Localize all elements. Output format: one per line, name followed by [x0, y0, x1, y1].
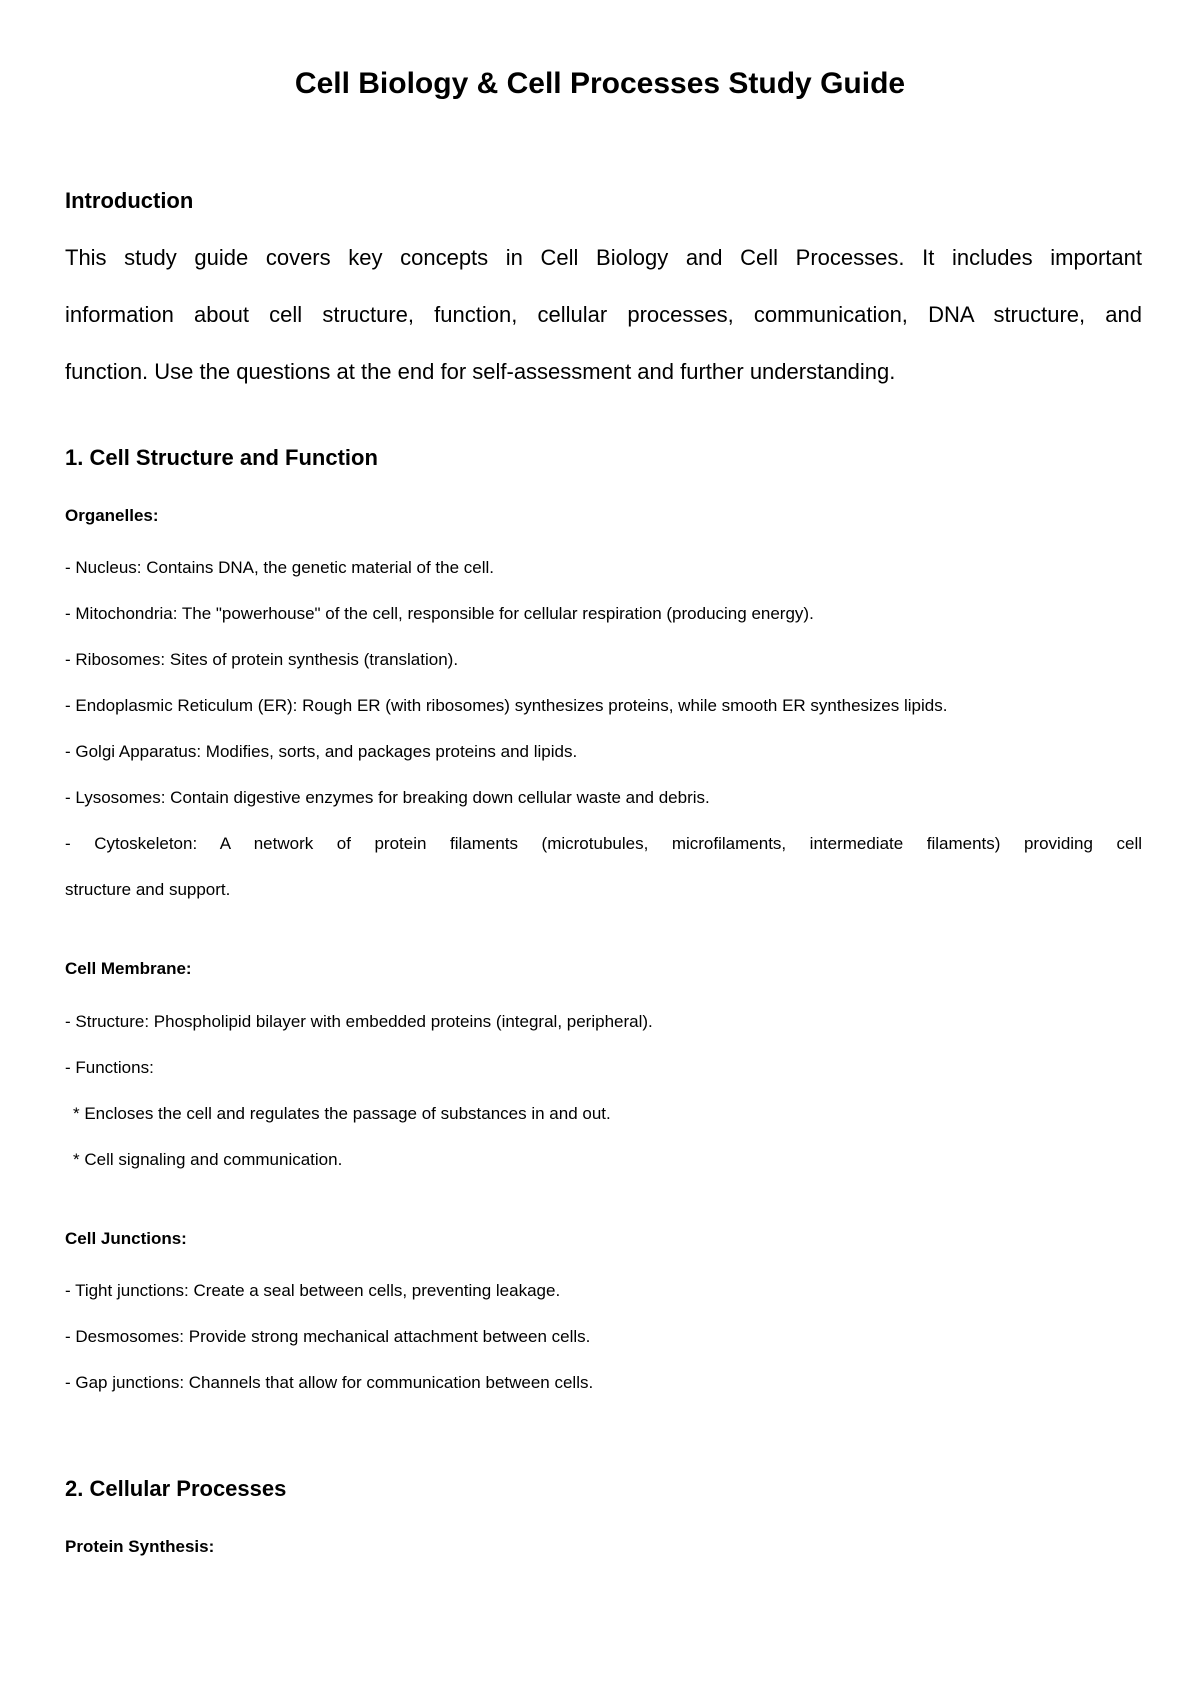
organelle-item-er: - Endoplasmic Reticulum (ER): Rough ER (with ribosomes) synthesizes proteins, while smooth ER synthesizes lipids.: [65, 696, 948, 715]
introduction-line-1: This study guide covers key concepts in Cell Biology and Cell Processes. It includes important: [65, 245, 1142, 270]
cell-junctions-heading: Cell Junctions:: [65, 1229, 187, 1248]
cell-membrane-subitem-signaling: * Cell signaling and communication.: [73, 1150, 343, 1169]
cell-junctions-item-gap: - Gap junctions: Channels that allow for communication between cells.: [65, 1373, 594, 1392]
organelle-item-cytoskeleton: - Cytoskeleton: A network of protein filaments (microtubules, microfilaments, intermediate filaments) providing cell: [65, 834, 1142, 853]
organelles-heading: Organelles:: [65, 506, 159, 525]
cell-membrane-item-structure: - Structure: Phospholipid bilayer with embedded proteins (integral, peripheral).: [65, 1012, 653, 1031]
organelle-item-lysosomes: - Lysosomes: Contain digestive enzymes for breaking down cellular waste and debris.: [65, 788, 710, 807]
introduction-heading: Introduction: [65, 188, 194, 213]
organelle-item-golgi: - Golgi Apparatus: Modifies, sorts, and packages proteins and lipids.: [65, 742, 578, 761]
protein-synthesis-heading: Protein Synthesis:: [65, 1537, 215, 1556]
organelle-item-cytoskeleton-continued: structure and support.: [65, 880, 231, 899]
cell-membrane-item-functions: - Functions:: [65, 1058, 154, 1077]
organelle-item-mitochondria: - Mitochondria: The "powerhouse" of the cell, responsible for cellular respiration (producing energy).: [65, 604, 814, 623]
cell-membrane-subitem-encloses: * Encloses the cell and regulates the passage of substances in and out.: [73, 1104, 611, 1123]
page-title: Cell Biology & Cell Processes Study Guide: [294, 67, 906, 100]
organelle-item-nucleus: - Nucleus: Contains DNA, the genetic material of the cell.: [65, 558, 494, 577]
introduction-line-2: information about cell structure, function, cellular processes, communication, DNA structure, and: [65, 302, 1142, 327]
cell-junctions-item-tight: - Tight junctions: Create a seal between cells, preventing leakage.: [65, 1281, 561, 1300]
introduction-line-3: function. Use the questions at the end for self-assessment and further understanding.: [65, 359, 896, 384]
section-1-heading: 1. Cell Structure and Function: [65, 445, 378, 470]
organelle-item-ribosomes: - Ribosomes: Sites of protein synthesis (translation).: [65, 650, 459, 669]
section-2-heading: 2. Cellular Processes: [65, 1476, 287, 1501]
cell-membrane-heading: Cell Membrane:: [65, 959, 192, 978]
cell-junctions-item-desmosomes: - Desmosomes: Provide strong mechanical attachment between cells.: [65, 1327, 591, 1346]
